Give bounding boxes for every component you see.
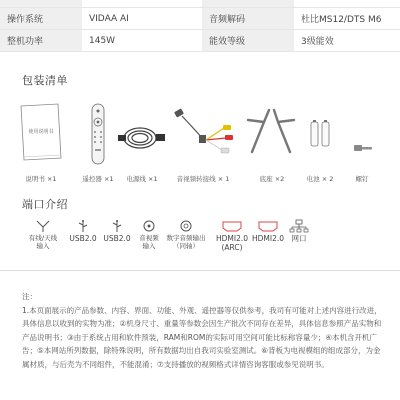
package-item-battery — [300, 102, 340, 182]
optical-icon — [166, 219, 206, 233]
ports-title: 端口介绍 — [22, 198, 68, 211]
package-item-label: 遥控器 ×1 — [82, 175, 114, 183]
port-label: USB2.0 — [69, 234, 97, 243]
package-item-label: 螺钉 — [355, 175, 369, 183]
package-list — [0, 98, 400, 186]
port-label: 网口 — [291, 234, 307, 243]
remote-icon — [78, 102, 118, 166]
package-item-label: 底座 ×2 — [259, 175, 285, 183]
hdmi-icon — [252, 219, 284, 233]
package-title: 包装清单 — [22, 74, 68, 87]
spec-key: 操作系统 — [0, 8, 82, 29]
spec-key: 整机功率 — [0, 30, 82, 51]
hdmi-icon — [216, 219, 248, 233]
port-usb-2 — [102, 218, 132, 243]
spec-row — [0, 8, 400, 30]
package-item-power-cable — [116, 102, 168, 182]
stand-icon — [242, 102, 302, 166]
port-av-in — [134, 218, 164, 251]
av-in-icon — [134, 219, 164, 233]
package-item-label: 说明书 ×1 — [25, 175, 57, 183]
spec-row-top-label-2 — [202, 0, 294, 7]
port-optical — [166, 218, 206, 251]
package-item-label: 电池 × 2 — [306, 175, 334, 183]
package-item-screw — [344, 102, 380, 182]
power-cable-icon — [116, 102, 168, 166]
port-label: 音视频 输入 — [139, 234, 159, 251]
antenna-icon — [28, 219, 58, 233]
lan-icon — [284, 219, 314, 233]
spec-value: 杜比MS12/DTS M6 — [301, 15, 382, 25]
spec-row-top-value — [82, 0, 202, 7]
spec-table — [0, 0, 400, 52]
port-label: USB2.0 — [103, 234, 131, 243]
package-item-av-adapter — [172, 102, 234, 182]
spec-row-top-value-2 — [294, 0, 400, 7]
port-label: 数字音频输出 （同轴） — [166, 234, 206, 251]
port-usb-1 — [68, 218, 98, 243]
package-item-label: 音视频转接线 × 1 — [176, 175, 230, 183]
notes-body: 1.本页面展示的产品参数、内容、界面、功能、外观、遥控器等仅供参考，我司有可能对上述内容进行改进，具体信息以收到的实物为准；②机身尺寸、重量等参数会因生产批次不同存在差异，具体信息参照产品实物和产品说明书；③由于系统占用和软件预装，RAM和ROM的实际可用空间可能比标称容量少；④本机含开机广告；⑤本网站所列数据，除特殊说明，所有数据均出自我司实验室测试。⑥背板为电视模组的组成部分，为金属材质，与后壳为不同组件，不能混淆；⑦支持播放的视频格式详情咨询客服或参见说明书。 — [22, 305, 382, 369]
ports-list — [0, 218, 400, 268]
spec-value: 3级能效 — [301, 37, 334, 47]
spec-key: 能效等级 — [202, 30, 294, 51]
package-item-remote — [78, 102, 118, 182]
package-item-manual — [18, 102, 64, 182]
screw-icon — [344, 102, 380, 166]
usb-icon — [68, 219, 98, 233]
spec-row — [0, 30, 400, 52]
port-antenna — [28, 218, 58, 251]
port-hdmi-arc — [215, 218, 249, 253]
package-item-label: 电源线 ×1 — [126, 175, 158, 183]
package-item-stand — [242, 102, 302, 182]
manual-cover-text: 使用说明书 — [28, 129, 54, 135]
spec-key: 音频解码 — [202, 8, 294, 29]
usb-icon — [102, 219, 132, 233]
port-lan — [284, 218, 314, 243]
av-adapter-icon — [172, 102, 234, 166]
spec-value: VIDAA AI — [89, 13, 129, 24]
port-hdmi-2 — [251, 218, 285, 243]
spec-row — [0, 0, 400, 8]
port-label: HDMI2.0 — [251, 234, 285, 243]
port-label: 有线/天线 输入 — [28, 234, 58, 251]
spec-value: 145W — [89, 35, 116, 46]
notes — [22, 290, 384, 371]
port-label: HDMI2.0 (ARC) — [215, 234, 249, 253]
notes-heading: 注： — [22, 292, 37, 301]
spec-row-top-label — [0, 0, 82, 7]
battery-icon — [300, 102, 340, 166]
divider — [0, 270, 400, 271]
